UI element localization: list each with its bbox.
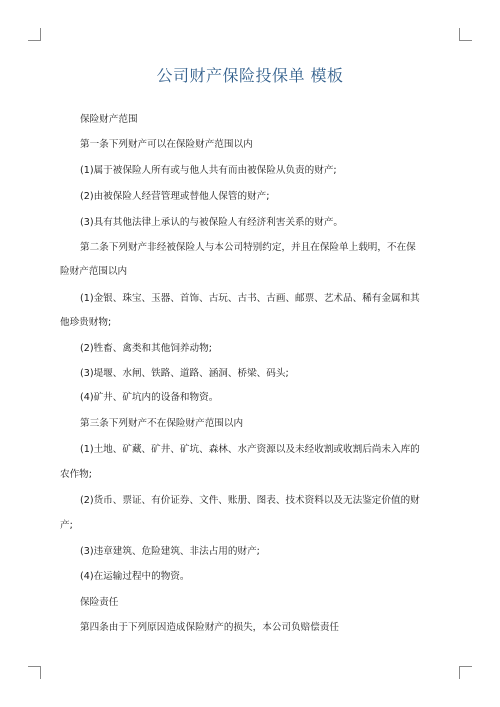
article-1-item-2: (2)由被保险人经营管理或替他人保管的财产; bbox=[80, 191, 270, 202]
article-2-item-3: (3)堤堰、水闸、铁路、道路、涵洞、桥梁、码头; bbox=[80, 368, 289, 379]
section-heading-insurance-liability: 保险责任 bbox=[80, 597, 119, 608]
article-3-item-1-line-1: (1)土地、矿藏、矿井、矿坑、森林、水产资源以及未经收割或收割后尚未入库的 bbox=[80, 444, 420, 455]
article-3-item-3: (3)违章建筑、危险建筑、非法占用的财产; bbox=[80, 546, 260, 557]
article-3-item-4: (4)在运输过程中的物资。 bbox=[80, 571, 190, 582]
article-3-item-2-line-2: 产; bbox=[60, 520, 73, 531]
article-2-item-4: (4)矿井、矿坑内的设备和物资。 bbox=[80, 392, 219, 403]
section-heading-insured-property-scope: 保险财产范围 bbox=[80, 114, 138, 125]
corner-mark-bottom-right bbox=[459, 666, 472, 679]
article-2-item-2: (2)牲畜、禽类和其他饲养动物; bbox=[80, 343, 212, 354]
corner-mark-top-left bbox=[28, 28, 41, 41]
article-1-item-1: (1)属于被保险人所有或与他人共有而由被保险从负责的财产; bbox=[80, 165, 337, 176]
article-4-text: 第四条由于下列原因造成保险财产的损失，本公司负赔偿责任 bbox=[80, 622, 340, 633]
corner-mark-bottom-left bbox=[28, 666, 41, 679]
article-2-item-1-line-2: 他珍贵财物; bbox=[60, 317, 112, 328]
article-1-item-3: (3)具有其他法律上承认的与被保险人有经济利害关系的财产。 bbox=[80, 217, 344, 228]
document-title: 公司财产保险投保单 模板 bbox=[156, 66, 344, 85]
article-2-text-line-1: 第二条下列财产非经被保险人与本公司特别约定，并且在保险单上载明，不在保 bbox=[80, 242, 416, 253]
article-2-item-1-line-1: (1)金银、珠宝、玉器、首饰、古玩、古书、古画、邮票、艺术品、稀有金属和其 bbox=[80, 293, 420, 304]
corner-mark-top-right bbox=[459, 28, 472, 41]
article-1-text: 第一条下列财产可以在保险财产范围以内 bbox=[80, 139, 253, 150]
article-3-item-1-line-2: 农作物; bbox=[60, 469, 93, 480]
article-3-text: 第三条下列财产不在保险财产范围以内 bbox=[80, 418, 244, 429]
article-3-item-2-line-1: (2)货币、票证、有价证券、文件、账册、图表、技术资料以及无法鉴定价值的财 bbox=[80, 495, 420, 506]
article-2-text-line-2: 险财产范围以内 bbox=[60, 266, 128, 277]
